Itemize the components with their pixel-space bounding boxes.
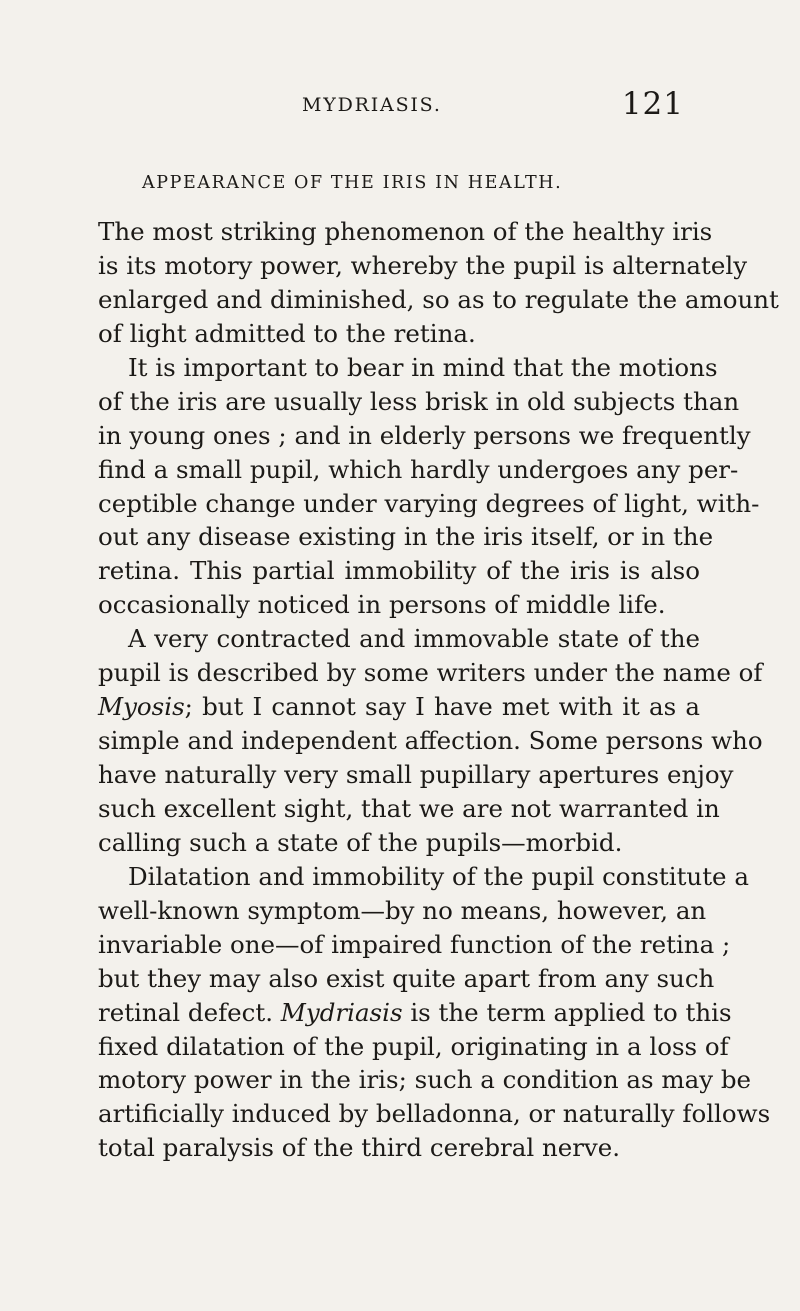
text-fragment: retinal defect. [98,997,281,1027]
section-heading: APPEARANCE OF THE IRIS IN HEALTH. [142,173,563,193]
text-line: motory power in the iris; such a condition as may be [98,1065,752,1095]
term-myosis: Myosis [98,692,185,722]
running-head [302,86,684,126]
text-line: simple and independent affection. Some persons who [98,726,763,756]
term-mydriasis: Mydriasis [280,997,403,1027]
text-line: invariable one—of impaired function of the retina ; [98,929,731,959]
text-line: artificially induced by belladonna, or naturally follows [98,1099,771,1129]
running-title: MYDRIASIS. [302,94,442,116]
text-line: occasionally noticed in persons of middle life. [98,590,666,620]
text-line: A very contracted and immovable state of the [128,624,700,654]
text-line: The most striking phenomenon of the healthy iris [98,217,713,246]
text-line [98,996,732,1030]
text-line: in young ones ; and in elderly persons we frequently [98,420,751,450]
text-line: total paralysis of the third cerebral nerve. [98,1133,621,1163]
text-line: is its motory power, whereby the pupil is alternately [98,250,748,280]
text-line: such excellent sight, that we are not warranted in [98,793,720,823]
text-fragment: ; but I cannot say I have met with it as a [184,692,700,722]
text-line: calling such a state of the pupils—morbid. [98,827,623,857]
text-line: fixed dilatation of the pupil, originating in a loss of [98,1031,729,1061]
text-line: of the iris are usually less brisk in old subjects than [98,386,740,416]
body-text [98,215,779,1165]
text-line: find a small pupil, which hardly undergoes any per- [98,454,739,484]
page-number: 121 [621,86,684,122]
text-line: have naturally very small pupillary apertures enjoy [98,760,734,789]
text-line: ceptible change under varying degrees of light, with- [98,488,760,518]
text-line: of light admitted to the retina. [98,318,476,348]
text-line: but they may also exist quite apart from any such [98,963,715,993]
text-line: retina. This partial immobility of the iris is also [98,556,700,586]
text-line: well-known symptom—by no means, however, an [98,895,707,925]
text-fragment: is the term applied to this [402,997,732,1027]
text-line: enlarged and diminished, so as to regulate the amount [98,284,779,314]
text-line: Dilatation and immobility of the pupil constitute a [128,861,749,891]
text-line: pupil is described by some writers under the name of [98,658,763,688]
text-line [98,690,700,724]
text-line: It is important to bear in mind that the motions [128,352,718,382]
text-line: out any disease existing in the iris itself, or in the [98,522,714,552]
